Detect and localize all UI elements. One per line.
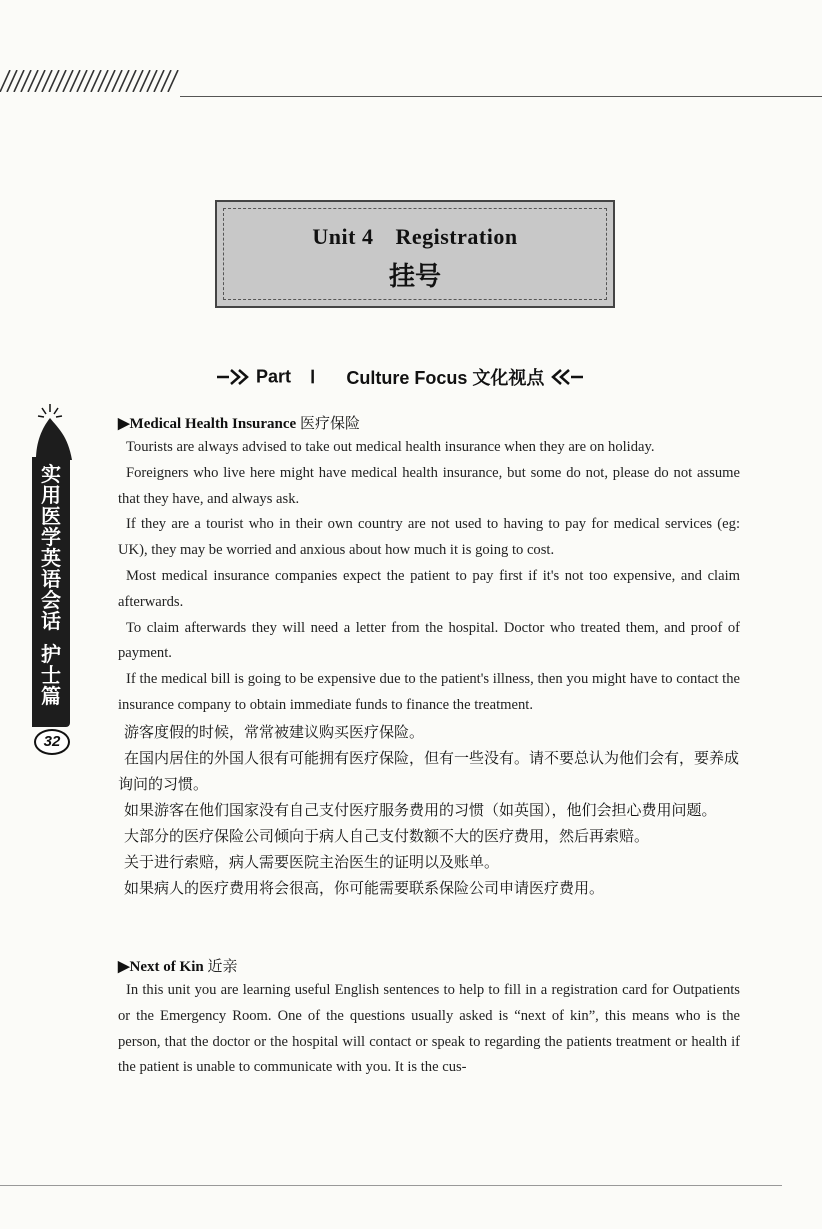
paragraph-en: Most medical insurance companies expect the patient to pay first if it's not too expensive, and claim afterwards. bbox=[118, 567, 740, 610]
paragraph-cn: 如果游客在他们国家没有自己支付医疗服务费用的习惯（如英国），他们会担心费用问题。 bbox=[124, 800, 717, 819]
part-numeral: Ⅰ bbox=[310, 366, 316, 387]
paragraph-cn: 在国内居住的外国人很有可能拥有医疗保险，但有一些没有。请不要总认为他们会有，要养成询问的习惯。 bbox=[118, 748, 740, 793]
header-rule bbox=[180, 96, 822, 97]
section-heading-cn: 医疗保险 bbox=[299, 414, 360, 432]
volume-text: 护士篇 bbox=[41, 642, 61, 708]
unit-number: Unit 4 bbox=[312, 224, 374, 249]
paragraph-en: If they are a tourist who in their own country are not used to having to pay for medical services (eg: UK), they may be worried and anxious about how much it is going to cost. bbox=[118, 516, 740, 559]
footer-rule bbox=[0, 1185, 782, 1186]
paragraph-cn: 如果病人的医疗费用将会很高，你可能需要联系保险公司申请医疗费用。 bbox=[124, 878, 605, 897]
section-heading-cn: 近亲 bbox=[207, 957, 238, 975]
unit-name: Registration bbox=[395, 224, 518, 249]
paragraph-en: If the medical bill is going to be expensive due to the patient's illness, then you might have to contact the insurance company to obtain immediate funds to finance the treatment. bbox=[118, 671, 740, 713]
paragraph-en: In this unit you are learning useful English sentences to help to fill in a registration card for Outpatients or the Emergency Room. One of the questions usually asked is “next of kin”, this means who is the person, that the doctor or the hospital will contact or speak to regarding the patients treatment or health if the patient is unable to communicate with you. It is the cus- bbox=[118, 982, 740, 1076]
unit-title bbox=[217, 224, 613, 250]
section-heading bbox=[118, 955, 740, 978]
section-medical-insurance bbox=[118, 412, 740, 901]
paragraph-en: Foreigners who live here might have medical health insurance, but some do not, please do not assume that they have, and always ask. bbox=[118, 464, 740, 507]
part-heading bbox=[215, 364, 615, 392]
unit-title-box bbox=[215, 200, 615, 308]
section-heading-en: Next of Kin bbox=[129, 959, 204, 975]
paragraph-cn: 关于进行索赔，病人需要医院主治医生的证明以及账单。 bbox=[124, 852, 500, 871]
section-next-of-kin bbox=[118, 955, 740, 1081]
left-ornament-icon bbox=[215, 367, 251, 387]
section-heading-en: Medical Health Insurance bbox=[129, 416, 297, 432]
paragraph-cn: 大部分的医疗保险公司倾向于病人自己支付数额不大的医疗费用，然后再索赔。 bbox=[124, 826, 650, 845]
paragraph-en: To claim afterwards they will need a letter from the hospital. Doctor who treated them, and proof of payment. bbox=[118, 619, 740, 662]
book-title bbox=[32, 464, 70, 707]
part-label: Part bbox=[256, 366, 292, 387]
spark-icon bbox=[28, 402, 78, 462]
part-title: Culture Focus 文化视点 bbox=[346, 368, 545, 388]
paragraph-en: Tourists are always advised to take out medical health insurance when they are on holiday. bbox=[126, 439, 655, 455]
side-tab bbox=[28, 402, 80, 762]
header-stripes-decoration bbox=[0, 70, 190, 92]
page-number: 32 bbox=[34, 729, 70, 755]
paragraph-cn: 游客度假的时候，常常被建议购买医疗保险。 bbox=[124, 722, 425, 741]
book-title-text: 实用医学英语会话 bbox=[41, 462, 61, 633]
right-ornament-icon bbox=[549, 367, 585, 387]
unit-title-cn: 挂号 bbox=[388, 262, 441, 292]
triangle-bullet-icon: ▶ bbox=[118, 416, 130, 432]
triangle-bullet-icon: ▶ bbox=[118, 959, 130, 975]
section-heading bbox=[118, 412, 740, 435]
